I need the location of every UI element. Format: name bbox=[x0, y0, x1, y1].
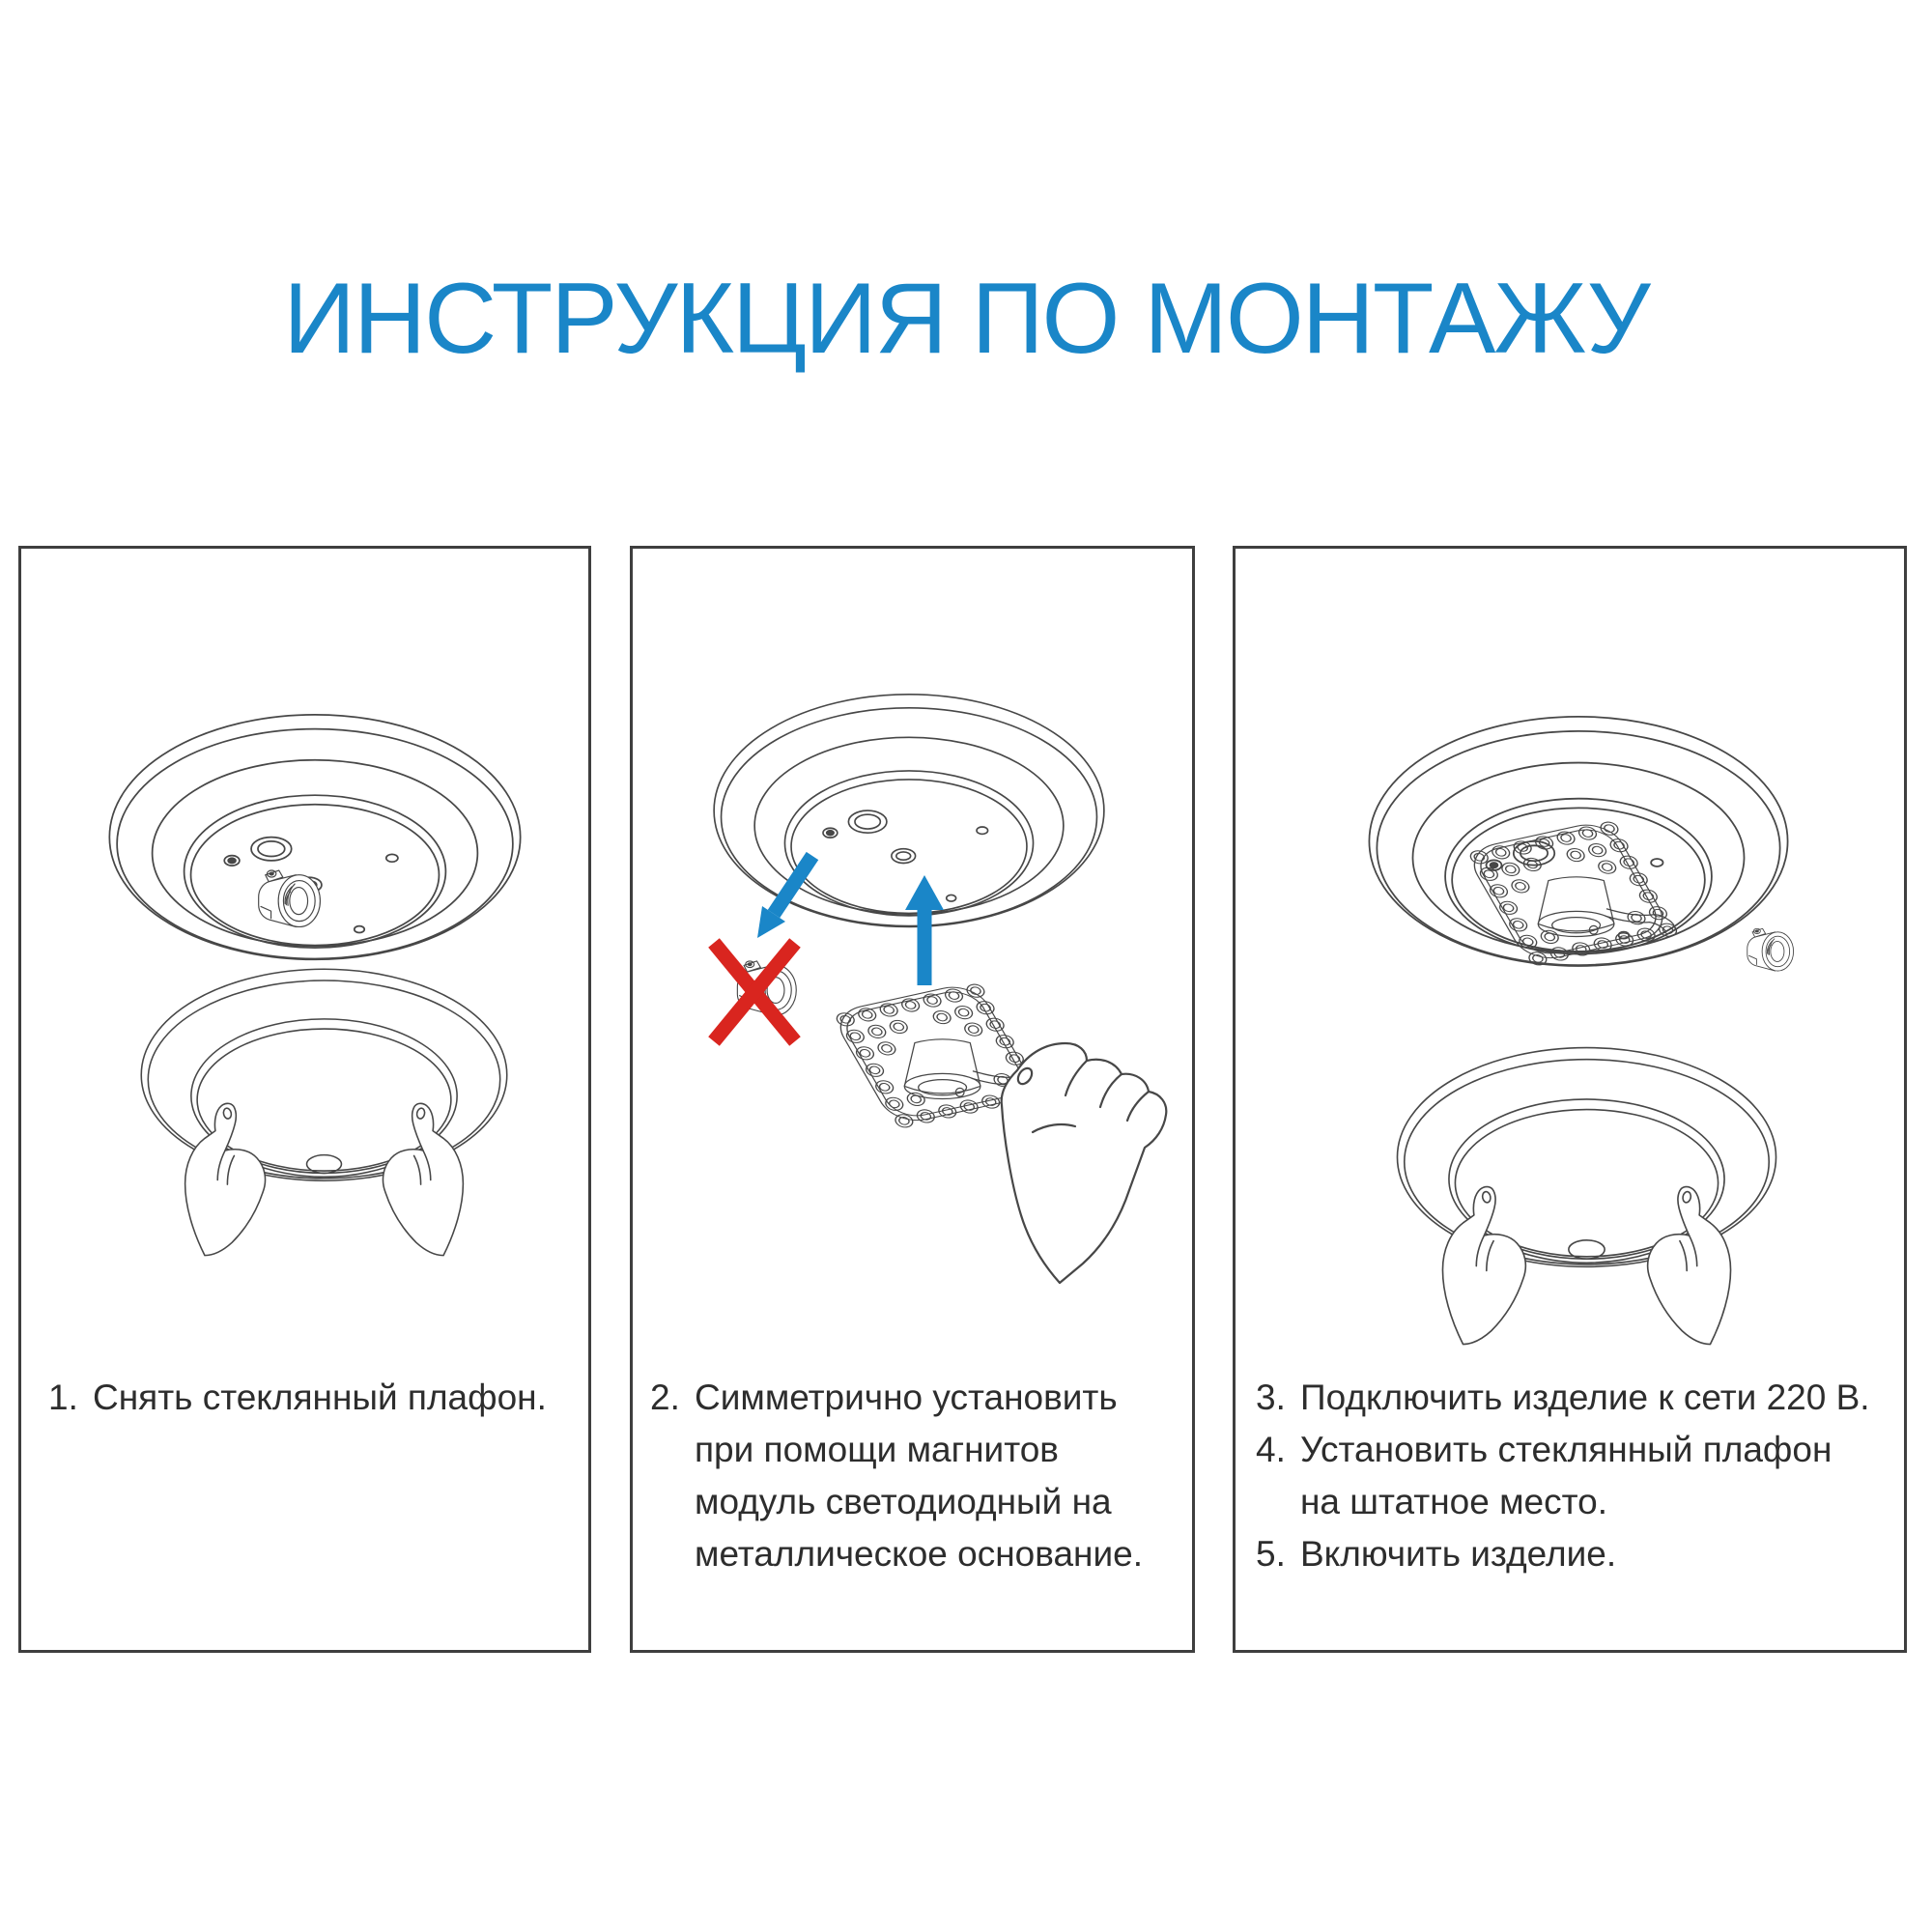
step-text: Подключить изделие к сети 220 В. bbox=[1300, 1378, 1870, 1417]
step-text: металлическое основание. bbox=[695, 1534, 1143, 1574]
lamp-socket-drawing bbox=[259, 870, 321, 926]
step-text: на штатное место. bbox=[1300, 1482, 1607, 1521]
step-list bbox=[48, 1372, 573, 1424]
step-text: Симметрично установить bbox=[695, 1378, 1118, 1417]
remove-arrow-icon bbox=[757, 856, 812, 938]
step-text: Установить стеклянный плафон bbox=[1300, 1430, 1833, 1469]
glass-shade-hands-drawing bbox=[1397, 1048, 1776, 1345]
ceiling-base-drawing bbox=[714, 695, 1104, 927]
step-list bbox=[650, 1372, 1177, 1580]
ceiling-base-drawing bbox=[109, 715, 520, 959]
hand-drawing bbox=[1002, 1043, 1167, 1283]
panel-step-2 bbox=[630, 546, 1195, 1653]
step-text: Снять стеклянный плафон. bbox=[93, 1378, 547, 1417]
led-module-installed-drawing bbox=[1463, 818, 1679, 967]
step1-illustration bbox=[21, 549, 588, 1650]
panel-step-1 bbox=[18, 546, 591, 1653]
step-text: при помощи магнитов bbox=[695, 1430, 1059, 1469]
step-number: 1. bbox=[48, 1378, 78, 1417]
step-item-4 bbox=[1256, 1424, 1889, 1528]
step-item-1 bbox=[48, 1372, 573, 1424]
step-text: модуль светодиодный на bbox=[695, 1482, 1112, 1521]
step-text: Включить изделие. bbox=[1300, 1534, 1617, 1574]
step-item-3 bbox=[1256, 1372, 1889, 1424]
panel-steps-3-5 bbox=[1233, 546, 1907, 1653]
mount-arrow-icon bbox=[905, 875, 944, 985]
step-number: 4. bbox=[1256, 1430, 1286, 1469]
step-number: 3. bbox=[1256, 1378, 1286, 1417]
step-number: 5. bbox=[1256, 1534, 1286, 1574]
page-title: ИНСТРУКЦИЯ ПО МОНТАЖУ bbox=[283, 263, 1649, 375]
lamp-socket-drawing bbox=[1747, 928, 1794, 971]
step-item-2 bbox=[650, 1372, 1177, 1580]
step-item-5 bbox=[1256, 1528, 1889, 1580]
step-list bbox=[1256, 1372, 1889, 1580]
glass-shade-hands-drawing bbox=[141, 969, 506, 1255]
step-number: 2. bbox=[650, 1378, 680, 1417]
